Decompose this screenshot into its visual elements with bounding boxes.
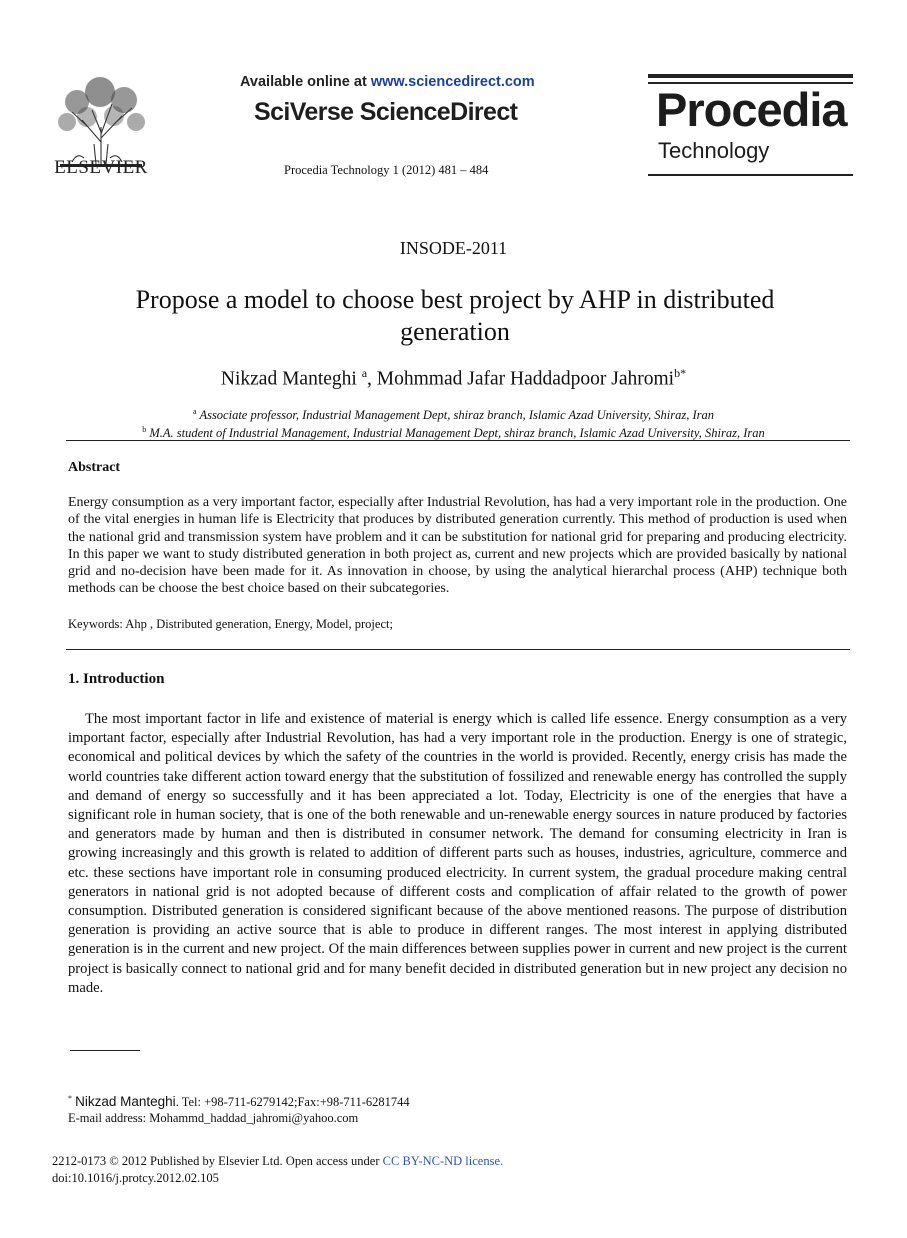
journal-subtitle: Technology <box>658 138 770 163</box>
sciencedirect-link[interactable]: www.sciencedirect.com <box>370 74 535 90</box>
author-list <box>0 366 907 391</box>
author-separator: , <box>367 368 377 390</box>
journal-logo <box>648 74 853 180</box>
footnote-author-name: Nikzad Manteghi <box>75 1094 176 1110</box>
author-mark: b* <box>674 366 687 380</box>
section-heading: 1. Introduction <box>68 671 165 687</box>
author-name: Mohmmad Jafar Haddadpoor Jahromi <box>376 368 675 390</box>
footnote-contact: . Tel: +98-711-6279142;Fax:+98-711-6281744 <box>175 1095 410 1110</box>
footnote-email: E-mail address: Mohammd_haddad_jahromi@yahoo.com <box>68 1111 359 1125</box>
doi[interactable]: doi:10.1016/j.protcy.2012.02.105 <box>52 1171 219 1185</box>
affiliation-text: Associate professor, Industrial Management Dept, shiraz branch, Islamic Azad University, Shiraz, Iran <box>199 408 715 423</box>
divider <box>66 440 850 441</box>
author-name: Nikzad Manteghi <box>220 368 357 390</box>
footnote-mark: * <box>68 1094 72 1103</box>
platform-name: SciVerse ScienceDirect <box>254 98 518 126</box>
license-link[interactable]: CC BY-NC-ND license. <box>382 1154 504 1168</box>
abstract-body: Energy consumption as a very important factor, especially after Industrial Revolution, has had a very important role in the production. One of the vital energies in human life is Electricity that produces by distributed generation currently. This method of production is used when the national grid and transmission system have problem and it can be substitution for national grid for preparing and producing electricity. In this paper we want to study distributed generation in both project as, current and new projects which are provided basically by national grid and no-decision have been made for it. As innovation in choose, by using the analytical hierarchal process (AHP) technique both methods can be choose the best choice based on their subcategories. <box>68 495 847 597</box>
affiliation-text: M.A. student of Industrial Management, Industrial Management Dept, shiraz branch, Islamic Azad University, Shiraz, Iran <box>149 426 765 441</box>
available-prefix: Available online at <box>240 74 367 90</box>
affiliation <box>0 425 907 441</box>
affiliation <box>0 407 907 423</box>
conference-name: INSODE-2011 <box>399 238 508 258</box>
paper-title: Propose a model to choose best project by AHP in distributed generation <box>135 285 775 346</box>
introduction-body: The most important factor in life and existence of material is energy which is called life essence. Energy consumption as a very important factor, especially after Industrial Revolution, has had a very important role in the production. Energy is one of strategic, economical and political devices by which the safety of the countries in the world is provided. Recently, energy crisis has made the world countries take different action toward energy that the substitution of fossilized and renewable energy has controlled the supply and demand of energy so successfully and it has been appreciated a lot. Today, Electricity is one of the energies that have a significant role in human society, that is one of the both renewable and un-renewable energy sources in nature produced by factories and generators made by human and then is distributed in consumer network. The demand for consuming electricity in Iran is growing increasingly and this growth is related to addition of different parts such as houses, industries, agriculture, commerce and etc. these sections have important role in consuming produced electricity. In current system, the gradual procedure making central generators in national grid is not adopted because of different costs and complication of affair related to the growth of power consumption. Distributed generation is considered significant because of the above mentioned reasons. The purpose of distribution generation is providing an active source that is able to produce in different ranges. The most interest in applying distributed generation is in the current and new project. Of the main differences between supplies power in current and new project is the current project is basically connect to national grid and for many benefit decided in distributed generation but in new project any decision no made. <box>68 711 847 996</box>
availability-line <box>240 74 535 90</box>
author-mark: a <box>361 366 368 380</box>
abstract-heading: Abstract <box>68 460 121 475</box>
copyright-text: 2212-0173 © 2012 Published by Elsevier Ltd. <box>52 1154 283 1168</box>
footnote-divider <box>70 1050 140 1051</box>
publisher-name: ELSEVIER <box>54 157 148 178</box>
logo-rule-top <box>648 74 853 78</box>
affiliation-mark: a <box>192 407 197 416</box>
logo-rule-bottom <box>648 174 853 176</box>
copyright-line <box>52 1154 503 1169</box>
affiliation-mark: b <box>142 425 147 434</box>
corresponding-author-note <box>68 1094 410 1110</box>
keywords: Keywords: Ahp , Distributed generation, Energy, Model, project; <box>68 617 393 631</box>
divider <box>66 649 850 650</box>
journal-reference: Procedia Technology 1 (2012) 481 – 484 <box>284 163 489 177</box>
journal-name: Procedia <box>656 83 847 136</box>
open-access-text: Open access under <box>285 1154 380 1168</box>
